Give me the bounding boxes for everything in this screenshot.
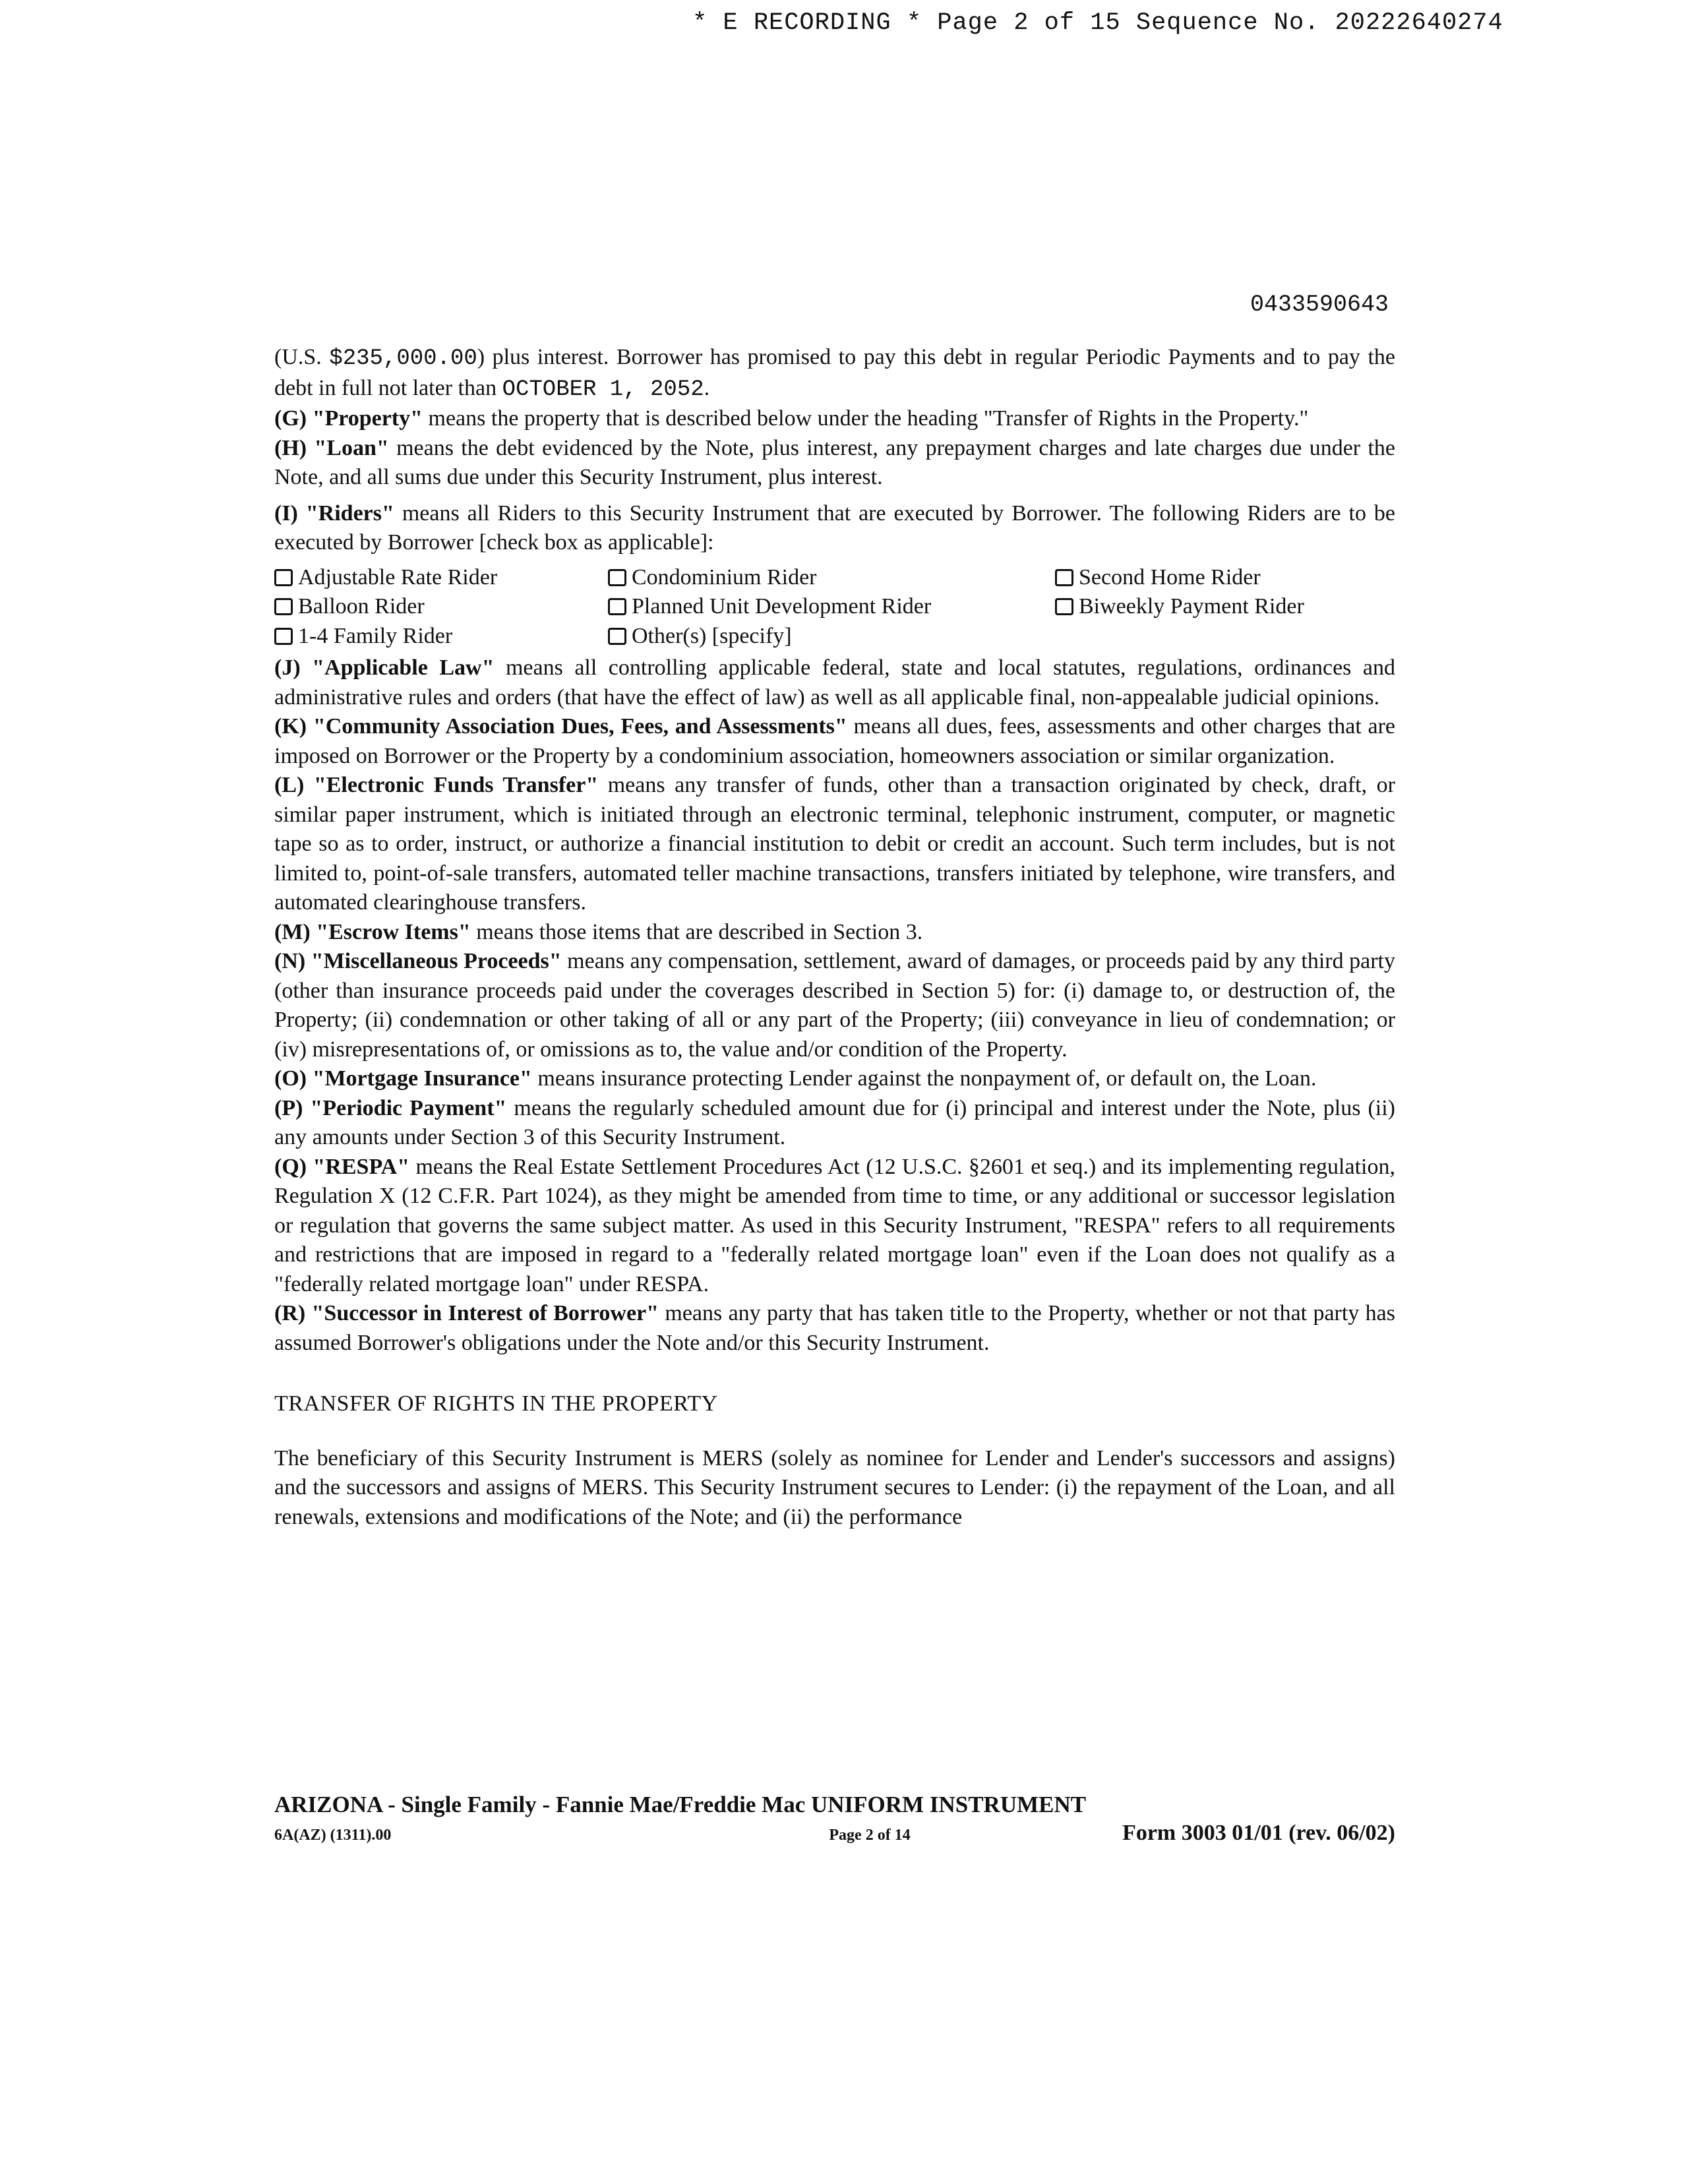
checkbox-icon[interactable] [274,569,293,586]
rider-1-4-family[interactable]: 1-4 Family Rider [274,622,608,652]
paragraph-k: (K) "Community Association Dues, Fees, and Assessments" means all dues, fees, assessments and other charges that are imposed on Borrower or the Property by a condominium association, homeowners association or similar organization. [274,714,1396,768]
maturity-date: OCTOBER 1, 2052 [502,377,704,402]
checkbox-icon[interactable] [274,628,293,645]
paragraph-r: (R) "Successor in Interest of Borrower" means any party that has taken title to the Property, whether or not that party has assumed Borrower's obligations under the Note and/or this Security Instrument. [274,1301,1395,1355]
paragraph-q: (Q) "RESPA" means the Real Estate Settlement Procedures Act (12 U.S.C. §2601 et seq.) and its implementing regulation, Regulation X (12 C.F.R. Part 1024), as they might be amended from time to time, or any additional or successor legislation or regulation that governs the same subject matter. As used in this Security Instrument, "RESPA" refers to all requirements and restrictions that are imposed in regard to a "federally related mortgage loan" even if the Loan does not qualify as a "federally related mortgage loan" under RESPA. [274,1154,1395,1296]
paragraph-o: (O) "Mortgage Insurance" means insurance protecting Lender against the nonpayment of, or default on, the Loan. [274,1066,1317,1091]
checkbox-icon[interactable] [608,569,626,586]
paragraph-l: (L) "Electronic Funds Transfer" means any transfer of funds, other than a transaction originated by check, draft, or similar paper instrument, which is initiated through an electronic terminal, telephonic instrument, computer, or magnetic tape so as to order, instruct, or authorize a financial institution to debit or credit an account. Such term includes, but is not limited to, point-of-sale transfers, automated teller machine transactions, transfers initiated by telephone, wire transfers, and automated clearinghouse transfers. [274,773,1395,915]
rider-balloon[interactable]: Balloon Rider [274,592,608,622]
recording-header: * E RECORDING * Page 2 of 15 Sequence No. 20222640274 [692,9,1503,37]
footer-title: ARIZONA - Single Family - Fannie Mae/Freddie Mac UNIFORM INSTRUMENT [274,1792,1087,1817]
document-body [274,343,1395,1532]
checkbox-icon[interactable] [608,628,626,645]
page-number: Page 2 of 14 [829,1827,911,1844]
rider-second-home[interactable]: Second Home Rider [1055,563,1398,593]
paragraph-i: (I) "Riders" means all Riders to this Security Instrument that are executed by Borrower. The following Riders are to be executed by Borrower [check box as applicable]: [274,501,1395,555]
checkbox-icon[interactable] [274,598,293,615]
loan-amount: $235,000.00 [329,346,477,371]
loan-number: 0433590643 [1250,291,1389,318]
section-heading: TRANSFER OF RIGHTS IN THE PROPERTY [274,1391,718,1416]
paragraph-p: (P) "Periodic Payment" means the regularly scheduled amount due for (i) principal and interest under the Note, plus (ii) any amounts under Section 3 of this Security Instrument. [274,1095,1396,1149]
checkbox-icon[interactable] [1055,569,1073,586]
rider-biweekly-payment[interactable]: Biweekly Payment Rider [1055,592,1398,622]
checkbox-icon[interactable] [608,598,626,615]
rider-planned-unit-development[interactable]: Planned Unit Development Rider [608,592,1055,622]
transfer-paragraph: The beneficiary of this Security Instrument is MERS (solely as nominee for Lender and Lender's successors and assigns) and the successors and assigns of MERS. This Security Instrument secures to Lender: (i) the repayment of the Loan, and all renewals, extensions and modifications of the Note; and (ii) the performance [274,1445,1395,1529]
checkbox-icon[interactable] [1055,598,1073,615]
paragraph-n: (N) "Miscellaneous Proceeds" means any compensation, settlement, award of damages, or proceeds paid by any third party (other than insurance proceeds paid under the coverages described in Section 5) for: (i) damage to, or destruction of, the Property; (ii) condemnation or other taking of all or any part of the Property; (iii) conveyance in lieu of condemnation; or (iv) misrepresentations of, or omissions as to, the value and/or condition of the Property. [274,949,1395,1062]
paragraph-m: (M) "Escrow Items" means those items that are described in Section 3. [274,919,923,944]
footer-row [274,1821,1395,1846]
riders-checklist [274,563,1395,652]
paragraph-j: (J) "Applicable Law" means all controlling applicable federal, state and local statutes, regulations, ordinances and administrative rules and orders (that have the effect of law) as well as all applicable final, non-appealable judicial opinions. [274,655,1396,710]
form-number: Form 3003 01/01 (rev. 06/02) [1122,1821,1395,1845]
paragraph-f-continued: (U.S. $235,000.00) plus interest. Borrower has promised to pay this debt in regular Periodic Payments and to pay the debt in full not later than OCTOBER 1, 2052. [274,345,1395,402]
form-code: 6A(AZ) (1311).00 [274,1827,392,1844]
paragraph-g: (G) "Property" means the property that is described below under the heading "Transfer of Rights in the Property." [274,406,1309,431]
rider-other[interactable]: Other(s) [specify] [608,622,1055,652]
rider-adjustable-rate[interactable]: Adjustable Rate Rider [274,563,608,593]
form-footer [274,1792,1395,1846]
paragraph-h: (H) "Loan" means the debt evidenced by the Note, plus interest, any prepayment charges and late charges due under the Note, and all sums due under this Security Instrument, plus interest. [274,435,1395,489]
rider-condominium[interactable]: Condominium Rider [608,563,1055,593]
